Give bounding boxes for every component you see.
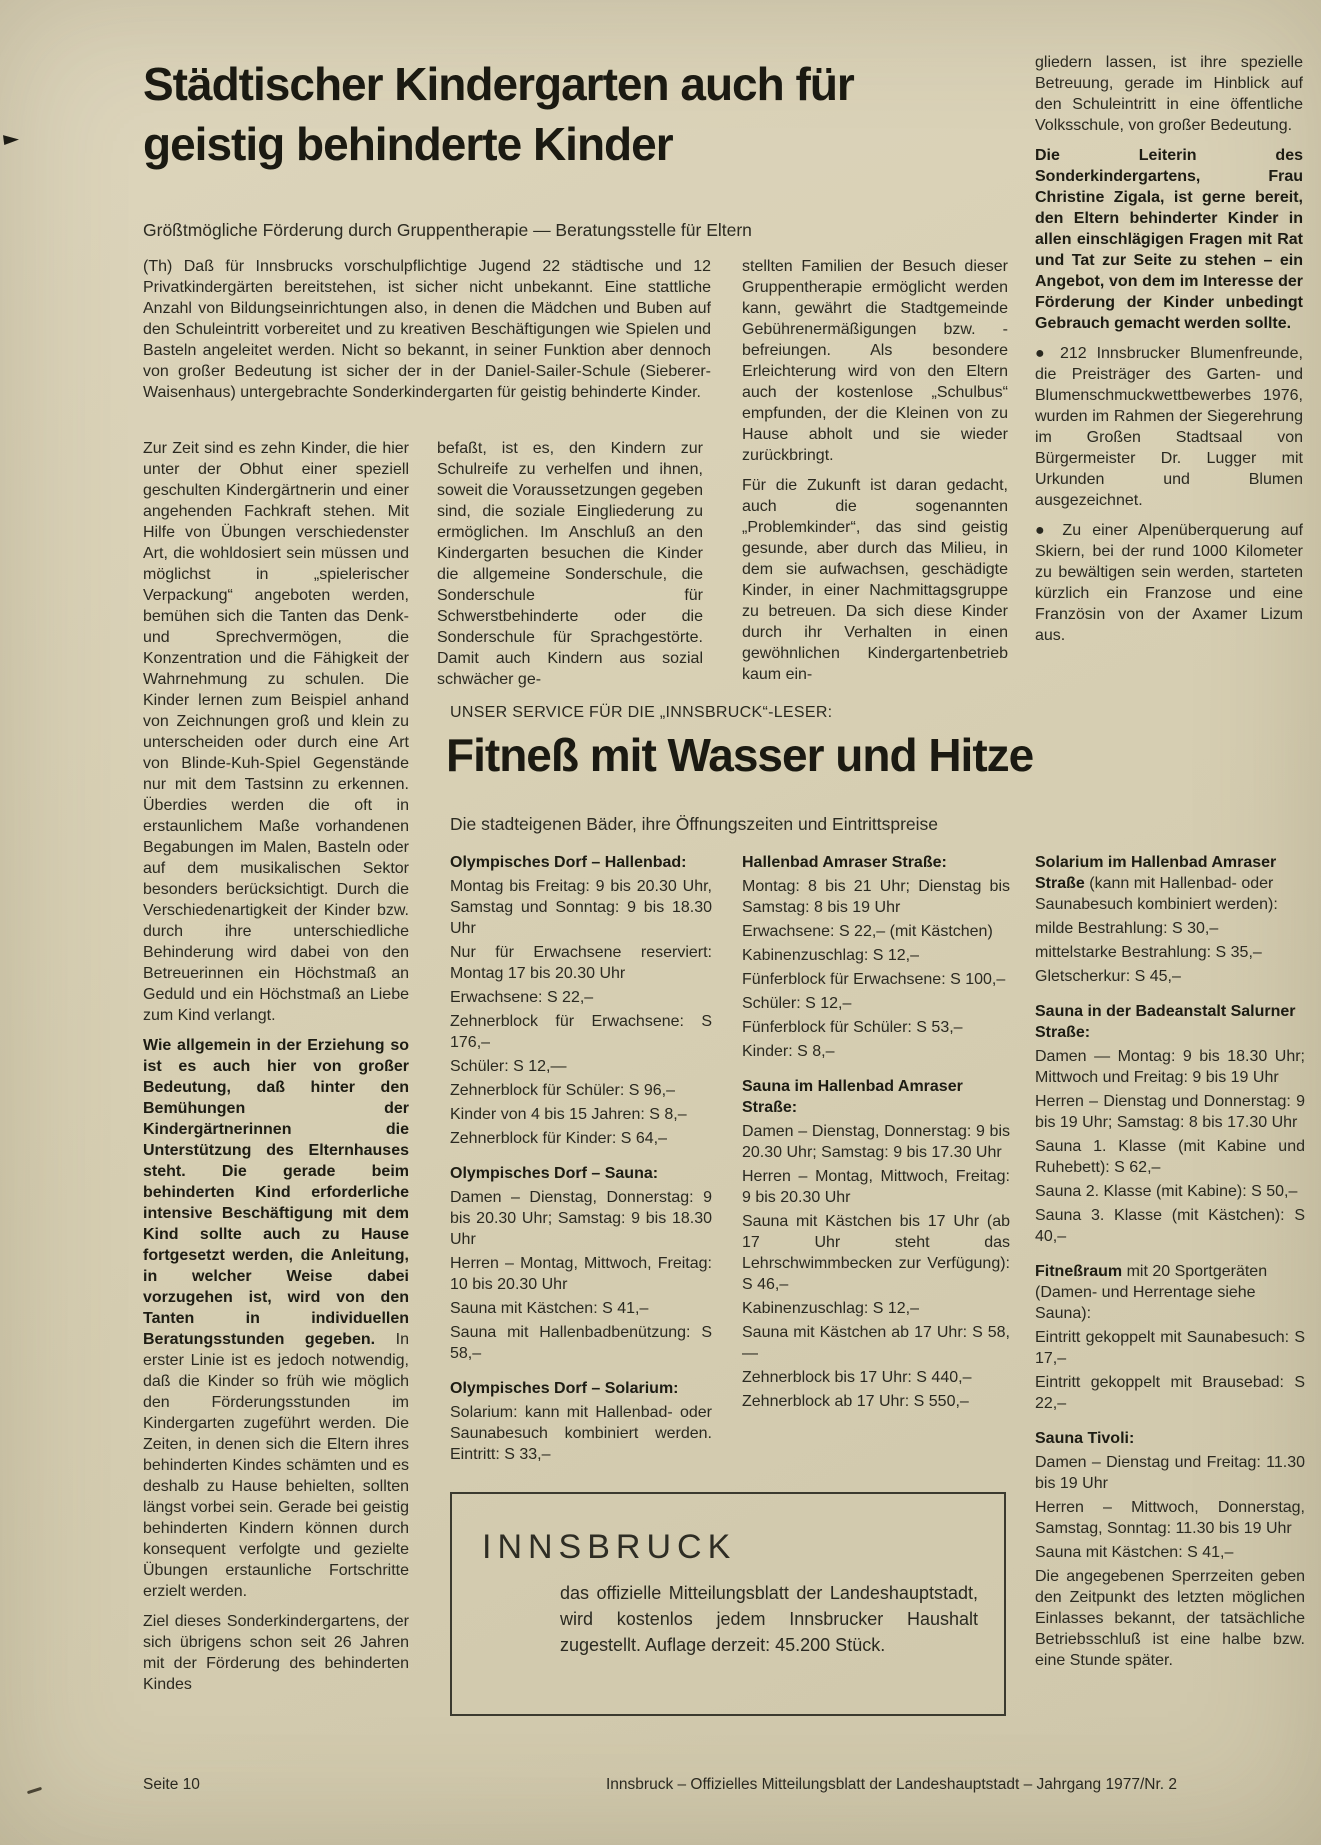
article-column-right [1035,52,1303,646]
bath-block [450,852,712,1149]
heading-text: Sauna Tivoli: [1035,1430,1135,1447]
news-brief-item: ● Zu einer Alpenüberquerung auf Skiern, bei der rund 1000 Kilometer zu bewältigen sein werden, starteten kürzlich ein Franzose und eine Französin von der Axamer Lizum aus. [1035,522,1303,644]
bath-block [1035,1261,1305,1414]
bath-lines [1035,1046,1305,1247]
headline-line-2: geistig behinderte Kinder [143,118,673,170]
article-subheadline: Größtmögliche Förderung durch Gruppentherapie — Beratungsstelle für Eltern [143,220,752,240]
bath-lines [1035,1452,1305,1671]
heading-text: Solarium im Hallenbad Amraser Straße [1035,854,1277,892]
bath-section-heading [1035,852,1305,915]
price-line: Fünferblock für Erwachsene: S 100,– [742,971,1006,988]
fitness-headline: Fitneß mit Wasser und Hitze [446,729,1034,781]
heading-text: Fitneßraum [1035,1263,1123,1280]
article-column-intro-right [742,256,1008,685]
footer-title: Innsbruck – Offizielles Mitteilungsblatt der Landeshauptstadt – Jahrgang 1977/Nr. 2 [606,1776,1177,1793]
heading-text: Olympisches Dorf – Sauna: [450,1165,659,1182]
price-line: Herren – Montag, Mittwoch, Freitag: 10 bis 20.30 Uhr [450,1255,712,1293]
price-line: mittelstarke Bestrahlung: S 35,– [1035,944,1262,961]
price-line: Sauna mit Kästchen bis 17 Uhr (ab 17 Uhr steht das Lehrschwimmbecken zur Verfügung): S 46,– [742,1213,1010,1293]
paragraph-regular-tail: In erster Linie ist es jedoch notwendig, daß die Kinder so früh wie möglich den Förderungsstunden im Kindergarten zugeführt werden. Die Zeiten, in denen sich die Eltern ihres behinderten Kindes schämten und es deshalb zu Hause behielten, sollten längst vorbei sein. Gerade bei geistig behinderten Kindern können durch konsequent verfolgte und gezielte Übungen erstaunliche Fortschritte erzielt werden. [143,1331,409,1600]
price-line: Die angegebenen Sperrzeiten geben den Zeitpunkt des letzten möglichen Einlasses bekannt, der tatsächliche Betriebsschluß ist eine halbe bzw. eine Stunde später. [1035,1568,1305,1669]
print-artifact [27,1787,42,1794]
price-line: Sauna 2. Klasse (mit Kabine): S 50,– [1035,1183,1298,1200]
price-line: Sauna mit Kästchen: S 41,– [450,1300,649,1317]
paragraph: befaßt, ist es, den Kindern zur Schulreife zu verhelfen und ihnen, soweit die Voraussetzungen gegeben sind, die soziale Eingliederung zu ermöglichen. Im Anschluß an den Kindergarten besuchen die Kinder die allgemeine Sonderschule, die Sonderschule für Schwerstbehinderte oder die Sonderschule für Sprachgestörte. Damit auch Kindern aus sozial schwächer ge- [437,440,703,688]
bath-section-heading [1035,1261,1305,1324]
price-line: Zehnerblock für Schüler: S 96,– [450,1082,676,1099]
bath-section-heading [450,1378,712,1399]
print-artifact [3,134,19,145]
price-line: Damen – Dienstag und Freitag: 11.30 bis 19 Uhr [1035,1454,1305,1492]
bath-block [450,1163,712,1364]
price-line: Erwachsene: S 22,– (mit Kästchen) [742,923,993,940]
info-box [450,1492,1006,1716]
price-line: Nur für Erwachsene reserviert: Montag 17 bis 20.30 Uhr [450,944,712,982]
price-line: Montag bis Freitag: 9 bis 20.30 Uhr, Samstag und Sonntag: 9 bis 18.30 Uhr [450,878,712,937]
heading-text: Olympisches Dorf – Hallenbad: [450,854,687,871]
paragraph: Zur Zeit sind es zehn Kinder, die hier unter der Obhut einer speziell geschulten Kindergärtnerin und einer angehenden Fachkraft stehen. Mit Hilfe von Übungen verschiedenster Art, die wohldosiert sein müssen und möglichst in „spielerischer Verpackung“ angeboten werden, bemühen sich die Tanten das Denk- und Sprechvermögen, die Konzentration und die Fähigkeit der Wahrnehmung zu schulen. Die Kinder lernen zum Beispiel anhand von Zeichnungen groß und klein zu unterscheiden oder durch eine Art von Blinde-Kuh-Spiel Gegenstände nur mit dem Tastsinn zu erkennen. Überdies werden die oft in erstaunlichem Maße vorhandenen Begabungen im Malen, Basteln oder auf dem musikalischen Sektor besonders berücksichtigt. Durch die Verschiedenartigkeit der Kinder bzw. durch ihre unterschiedliche Behinderung wird dabei von den Betreuerinnen ein Höchstmaß an Geduld und ein Höchstmaß an Liebe zum Kind verlangt. [143,440,409,1024]
bath-block [1035,1428,1305,1671]
paragraph-bold-lead: Wie allgemein in der Erziehung so ist es auch hier von großer Bedeutung, daß hinter den Bemühungen der Kindergärtnerinnen die Unterstützung des Elternhauses steht. Die gerade beim behinderten Kind erforderliche intensive Beschäftigung mit dem Kind sollte auch zu Hause fortgesetzt werden, die Anleitung, in welcher Weise dabei vorzugehen ist, wird von den Tanten in individuellen Beratungsstunden gegeben. [143,1037,409,1348]
bath-section-heading [450,852,712,873]
bath-lines [450,1187,712,1364]
bath-section-heading [450,1163,712,1184]
bath-lines [450,1402,712,1465]
bath-block [1035,1001,1305,1247]
paragraph-bold: Die Leiterin des Sonderkindergartens, Frau Christine Zigala, ist gerne bereit, den Eltern behinderter Kinder in allen einschlägigen Fragen mit Rat und Tat zur Seite zu stehen – ein Angebot, von dem im Interesse der Förderung der Kinder unbedingt Gebrauch gemacht werden sollte. [1035,147,1303,332]
price-line: Damen – Dienstag, Donnerstag: 9 bis 20.30 Uhr; Samstag: 9 bis 17.30 Uhr [742,1123,1010,1161]
price-line: Zehnerblock für Erwachsene: S 176,– [450,1013,712,1051]
price-line: Sauna mit Kästchen: S 41,– [1035,1544,1234,1561]
price-line: Herren – Dienstag und Donnerstag: 9 bis 19 Uhr; Samstag: 8 bis 17.30 Uhr [1035,1093,1305,1131]
price-line: Eintritt gekoppelt mit Saunabesuch: S 17,– [1035,1329,1305,1367]
heading-rest: mit 20 Sportgeräten (Damen- und Herrentage siehe Sauna): [1035,1263,1268,1322]
bath-lines [742,1121,1010,1412]
price-line: Eintritt gekoppelt mit Brausebad: S 22,– [1035,1374,1305,1412]
bath-section-heading [1035,1001,1305,1043]
price-line: Zehnerblock bis 17 Uhr: S 440,– [742,1369,972,1386]
paragraph: (Th) Daß für Innsbrucks vorschulpflichtige Jugend 22 städtische und 12 Privatkindergärten bereitstehen, ist sicher nicht unbekannt. Eine stattliche Anzahl von Bildungseinrichtungen also, in denen die Mädchen und Buben auf den Schuleintritt vorbereitet und zu kreativen Beschäftigungen wie Spielen und Basteln angeleitet werden. Nicht so bekannt, in seiner Funktion aber dennoch von großer Bedeutung ist sicher der in der Daniel-Sailer-Schule (Sieberer-Waisenhaus) untergebrachte Sonderkindergarten für geistig behinderte Kinder. [143,258,711,401]
news-brief-item: ● 212 Innsbrucker Blumenfreunde, die Preisträger des Garten- und Blumenschmuckwettbewerbes 1976, wurden im Rahmen der Siegerehrung im Großen Stadtsaal von Bürgermeister Dr. Lugger mit Urkunden und Blumen ausgezeichnet. [1035,345,1303,509]
fitness-subheadline: Die stadteigenen Bäder, ihre Öffnungszeiten und Eintrittspreise [450,814,939,834]
article-column-left [143,438,409,1695]
article-column-middle [437,438,703,690]
heading-text: Hallenbad Amraser Straße: [742,854,947,871]
price-line: Fünferblock für Schüler: S 53,– [742,1019,963,1036]
price-line: Kinder: S 8,– [742,1043,835,1060]
price-line: Sauna 1. Klasse (mit Kabine und Ruhebett): S 62,– [1035,1138,1305,1176]
paragraph: stellten Familien der Besuch dieser Gruppentherapie ermöglicht werden kann, gewährt die Stadtgemeinde Gebührenermäßigungen bzw. -befreiungen. Als besondere Erleichterung wird von den Eltern auch der kostenlose „Schulbus“ empfunden, der die Kleinen von zu Hause abholt und sie wieder zurückbringt. [742,258,1008,464]
bath-section-heading [1035,1428,1305,1449]
article-headline [143,54,983,174]
headline-line-1: Städtischer Kindergarten auch für [143,58,854,110]
bath-block [742,1076,1010,1412]
price-line: Zehnerblock für Kinder: S 64,– [450,1130,668,1147]
price-line: Sauna mit Hallenbadbenützung: S 58,– [450,1324,712,1362]
intro-paragraph [143,256,711,403]
heading-rest: (kann mit Hallenbad- oder Saunabesuch kombiniert werden): [1035,875,1278,913]
price-line: Sauna mit Kästchen ab 17 Uhr: S 58,— [742,1324,1010,1362]
price-line: Kinder von 4 bis 15 Jahren: S 8,– [450,1106,687,1123]
price-line: Damen — Montag: 9 bis 18.30 Uhr; Mittwoch und Freitag: 9 bis 19 Uhr [1035,1048,1305,1086]
price-line: Herren – Mittwoch, Donnerstag, Samstag, Sonntag: 11.30 bis 19 Uhr [1035,1499,1305,1537]
paragraph: Ziel dieses Sonderkindergartens, der sich übrigens schon seit 26 Jahren mit der Förderung des behinderten Kindes [143,1613,409,1693]
info-box-text: das offizielle Mitteilungsblatt der Landeshauptstadt, wird kostenlos jedem Innsbrucker Haushalt zugestellt. Auflage derzeit: 45.200 Stück. [560,1583,978,1655]
price-line: Schüler: S 12,— [450,1058,567,1075]
price-line: Zehnerblock ab 17 Uhr: S 550,– [742,1393,969,1410]
paragraph: Für die Zukunft ist daran gedacht, auch die sogenannten „Problemkinder“, das sind geistig gesunde, aber durch das Milieu, in dem sie aufwachsen, geschädigte Kinder, in einer Nachmittagsgruppe zu betreuen. Da sich diese Kinder durch ihr Verhalten in einen gewöhnlichen Kindergartenbetrieb kaum ein- [742,477,1008,683]
bath-column-2 [742,852,1010,1412]
info-box-title: INNSBRUCK [482,1528,737,1566]
price-line: Sauna 3. Klasse (mit Kästchen): S 40,– [1035,1207,1305,1245]
heading-text: Sauna im Hallenbad Amraser Straße: [742,1078,963,1116]
heading-text: Sauna in der Badeanstalt Salurner Straße: [1035,1003,1296,1041]
price-line: Damen – Dienstag, Donnerstag: 9 bis 20.30 Uhr; Samstag: 9 bis 18.30 Uhr [450,1189,712,1248]
price-line: Gletscherkur: S 45,– [1035,968,1181,985]
bath-lines [1035,1327,1305,1414]
bath-section-heading [742,1076,1010,1118]
bath-block [1035,852,1305,987]
bath-column-1 [450,852,712,1465]
bath-column-3 [1035,852,1305,1671]
bath-block [742,852,1010,1062]
bath-lines [450,876,712,1149]
price-line: Solarium: kann mit Hallenbad- oder Saunabesuch kombiniert werden. Eintritt: S 33,– [450,1404,712,1463]
bath-block [450,1378,712,1465]
paragraph: gliedern lassen, ist ihre spezielle Betreuung, gerade im Hinblick auf den Schuleintritt in eine öffentliche Volksschule, von großer Bedeutung. [1035,54,1303,134]
price-line: Herren – Montag, Mittwoch, Freitag: 9 bis 20.30 Uhr [742,1168,1010,1206]
heading-text: Olympisches Dorf – Solarium: [450,1380,679,1397]
bath-section-heading [742,852,1010,873]
paragraph-mixed [143,1035,409,1602]
price-line: Schüler: S 12,– [742,995,852,1012]
price-line: milde Bestrahlung: S 30,– [1035,920,1219,937]
price-line: Kabinenzuschlag: S 12,– [742,1300,920,1317]
price-line: Montag: 8 bis 21 Uhr; Dienstag bis Samstag: 8 bis 19 Uhr [742,878,1010,916]
price-line: Kabinenzuschlag: S 12,– [742,947,920,964]
price-line: Erwachsene: S 22,– [450,989,594,1006]
page-number: Seite 10 [143,1776,200,1793]
service-kicker: UNSER SERVICE FÜR DIE „INNSBRUCK“-LESER: [450,704,833,721]
bath-lines [1035,918,1305,987]
bath-lines [742,876,1010,1062]
